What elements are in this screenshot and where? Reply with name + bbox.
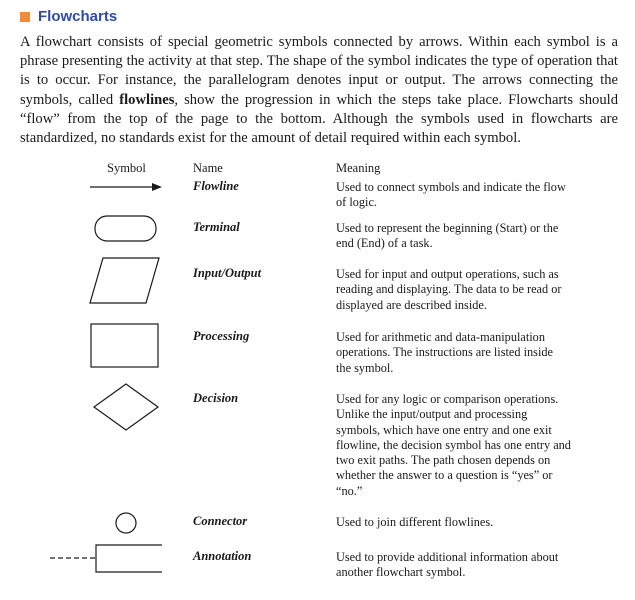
terminal-rounded-rect-icon [94,215,158,243]
symbol-meaning-processing: Used for arithmetic and data-manipulation operations. The instructions are listed inside the symbol. [336,330,553,375]
symbol-name-input-output: Input/Output [193,266,262,280]
intro-bold-term: flowlines [119,91,175,108]
symbol-meaning-flowline: Used to connect symbols and indicate the flow of logic. [336,180,566,210]
decision-diamond-icon [92,383,160,431]
symbol-name-processing: Processing [193,329,250,343]
flowline-arrow-icon [88,180,164,194]
symbol-name-annotation: Annotation [193,549,252,563]
header-meaning: Meaning [336,161,381,175]
header-symbol: Symbol [107,161,146,175]
symbol-name-terminal: Terminal [193,220,240,234]
intro-text-part1: A flowchart consists of special geometric symbols connected by arrows. Within each symbol is a phrase presenting the activity at that step. The shape of the symbol indicates the type of operation that is to occur. For instance, the parallelogram denotes input or output. The arrows connecting the symbols, called [20,34,618,108]
symbol-name-decision: Decision [193,391,239,405]
intro-paragraph [20,33,618,148]
input-output-parallelogram-icon [89,257,161,305]
orange-square-icon [20,12,30,22]
symbol-meaning-connector: Used to join different flowlines. [336,515,494,529]
symbol-name-flowline: Flowline [193,179,239,193]
processing-rectangle-icon [90,323,160,369]
symbol-name-connector: Connector [193,514,248,528]
symbol-meaning-terminal: Used to represent the beginning (Start) or the end (End) of a task. [336,221,559,251]
symbol-meaning-input-output: Used for input and output operations, such as reading and displaying. The data to be read or displayed are described inside. [336,267,562,312]
section-heading [20,8,117,25]
section-title: Flowcharts [38,8,118,25]
symbol-meaning-decision: Used for any logic or comparison operations. Unlike the input/output and processing symbols, which have one entry and one exit flowline, the decision symbol has one entry and two exit paths. The path chosen depends on whether the answer to a question is “yes” or “no.” [336,392,571,498]
header-name: Name [193,161,223,175]
intro-text-part2: , show the progression in which the steps take place. Flowcharts should “flow” from the top of the page to the bottom. Although the symbols used in flowcharts are standardized, no standards exist for the amount of detail required within each symbol. [20,91,618,147]
symbol-meaning-annotation: Used to provide additional information about another flowchart symbol. [336,550,559,580]
connector-circle-icon [114,511,138,535]
annotation-bracket-icon [48,544,164,574]
